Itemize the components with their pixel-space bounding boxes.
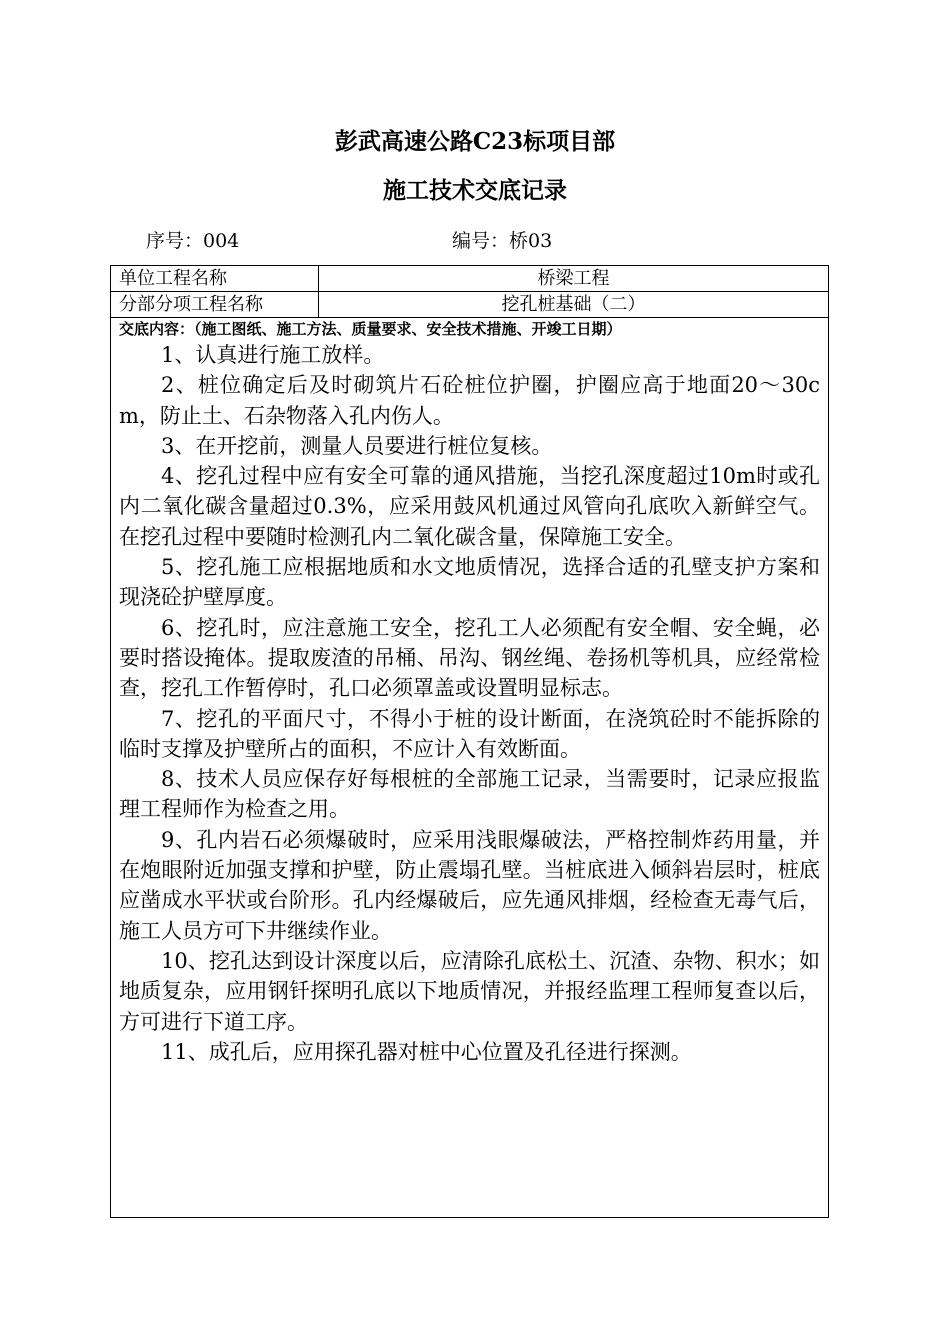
unit-project-row <box>111 266 828 292</box>
content-paragraph: 9、孔内岩石必须爆破时，应采用浅眼爆破法，严格控制炸药用量，并在炮眼附近加强支撑和护壁，防止震塌孔壁。当桩底进入倾斜岩层时，桩底应凿成水平状或台阶形。孔内经爆破后，应先通风排烟，经检查无毒气后，施工人员方可下井继续作业。 <box>119 827 820 943</box>
content-paragraph: 4、挖孔过程中应有安全可靠的通风措施，当挖孔深度超过10m时或孔内二氧化碳含量超过0.3%，应采用鼓风机通过风管向孔底吹入新鲜空气。在挖孔过程中要随时检测孔内二氧化碳含量，保障施工安全。 <box>119 464 820 549</box>
sub-project-label: 分部分项工程名称 <box>111 292 319 317</box>
document-subtitle: 施工技术交底记录 <box>383 177 567 204</box>
content-paragraph: 8、技术人员应保存好每根桩的全部施工记录，当需要时，记录应报监理工程师作为检查之用。 <box>119 767 820 822</box>
briefing-content <box>111 318 828 1067</box>
serial-number: 序号：004 <box>146 230 240 252</box>
sub-project-row <box>111 292 828 318</box>
content-paragraph: 7、挖孔的平面尺寸，不得小于桩的设计断面，在浇筑砼时不能拆除的临时支撑及护壁所占的面积，不应计入有效断面。 <box>119 706 820 761</box>
content-paragraph: 2、桩位确定后及时砌筑片石砼桩位护圈，护圈应高于地面20～30cm，防止土、石杂物落入孔内伤人。 <box>119 373 820 428</box>
content-paragraph: 3、在开挖前，测量人员要进行桩位复核。 <box>161 433 553 458</box>
sub-project-value: 挖孔桩基础（二） <box>501 294 646 315</box>
content-paragraph: 1、认真进行施工放样。 <box>161 343 385 367</box>
content-paragraph: 10、挖孔达到设计深度以后，应清除孔底松土、沉渣、杂物、积水；如地质复杂，应用钢钎探明孔底以下地质情况，并报经监理工程师复查以后，方可进行下道工序。 <box>119 948 820 1034</box>
content-paragraph: 11、成孔后，应用探孔器对桩中心位置及孔径进行探测。 <box>161 1039 692 1064</box>
content-paragraph: 5、挖孔施工应根据地质和水文地质情况，选择合适的孔壁支护方案和现浇砼护壁厚度。 <box>119 555 820 610</box>
document-code: 编号：桥03 <box>452 230 553 252</box>
document-title: 彭武高速公路C23标项目部 <box>334 128 616 155</box>
unit-project-label: 单位工程名称 <box>111 266 319 291</box>
content-paragraph: 6、挖孔时，应注意施工安全，挖孔工人必须配有安全帽、安全蝇，必要时搭设掩体。提取废渣的吊桶、吊沟、钢丝绳、卷扬机等机具，应经常检查，挖孔工作暂停时，孔口必须罩盖或设置明显标志。 <box>119 615 820 701</box>
unit-project-value: 桥梁工程 <box>537 268 610 289</box>
content-heading: 交底内容：（施工图纸、施工方法、质量要求、安全技术措施、开竣工日期） <box>119 320 622 338</box>
briefing-record-table <box>110 265 829 1218</box>
